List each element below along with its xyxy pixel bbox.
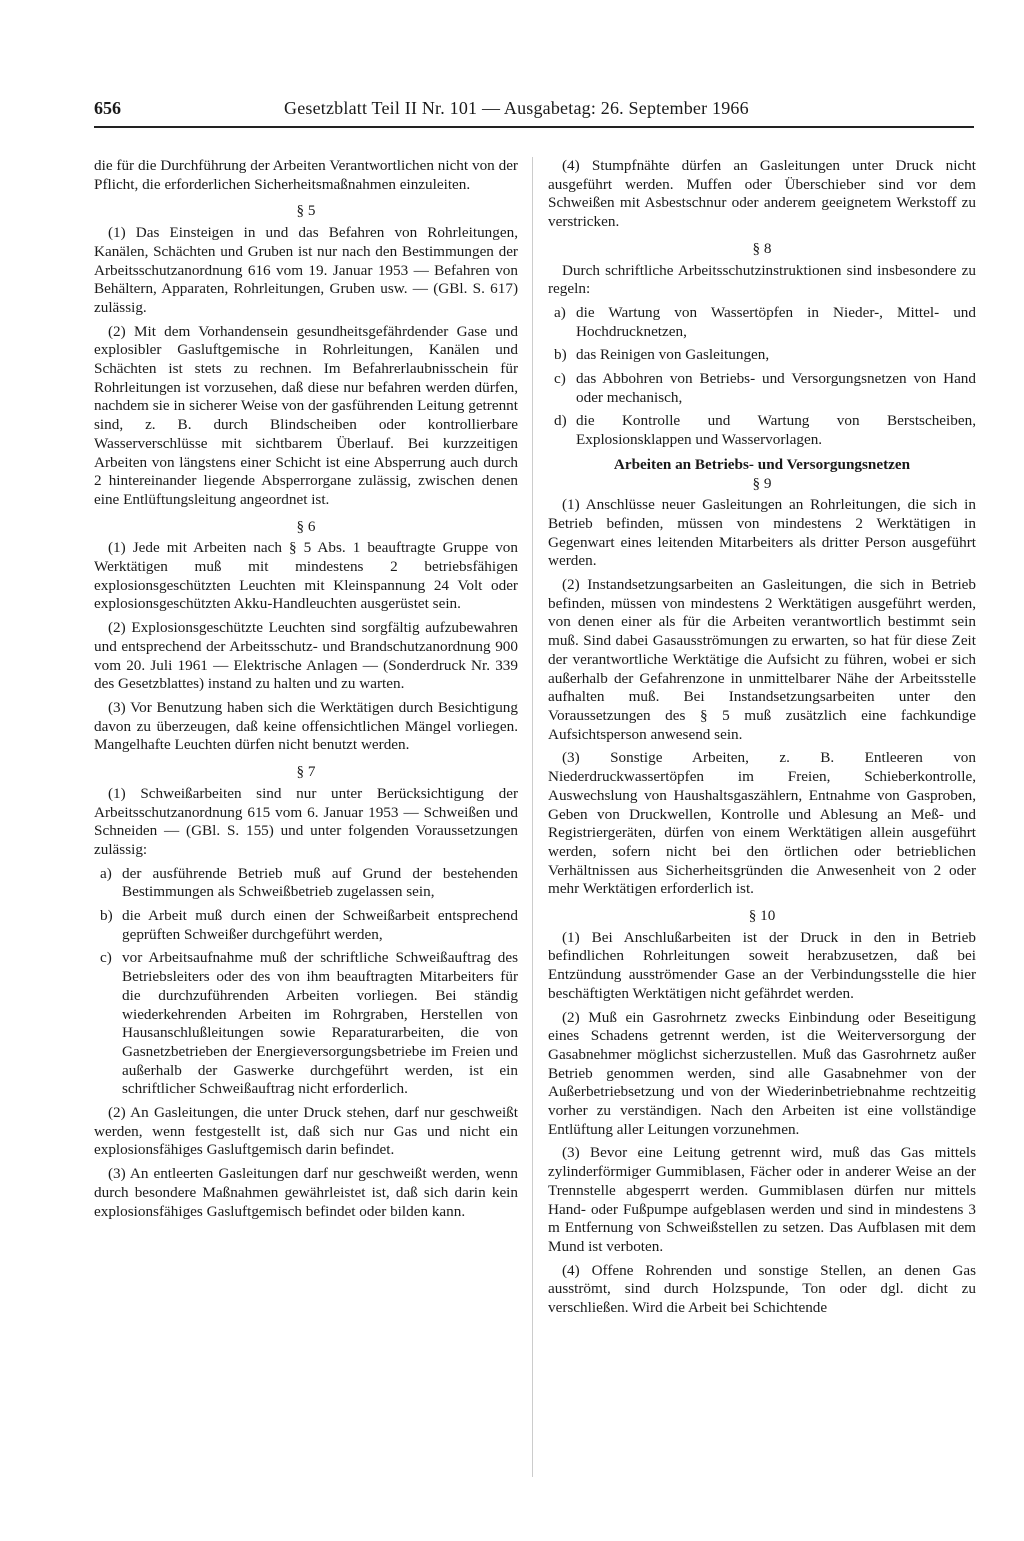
paragraph: (1) Anschlüsse neuer Gasleitungen an Rohrleitungen, die sich in Betrieb befinden, müssen von mindestens 2 Werktätigen in Gegenwart eines leitenden Mitarbeiters als dritter Person ausgeführt werden.: [548, 496, 976, 570]
list-item: [548, 370, 976, 407]
paragraph: (3) Vor Benutzung haben sich die Werktätigen durch Besichtigung davon zu überzeugen, daß keine offensichtlichen Mängel vorliegen. Mangelhafte Leuchten dürfen nicht benutzt werden.: [94, 698, 518, 754]
list-item-letter: c): [100, 949, 112, 967]
column-divider: [532, 157, 533, 1477]
paragraph: (2) Mit dem Vorhandensein gesundheitsgefährdender Gase und explosibler Gasluftgemische in Rohrleitungen, Kanälen und Schächten ist stets zu rechnen. Im Befahrerlaubnisschein für Rohrleitungen ist vorzusehen, daß diese nur befahren werden dürfen, nachdem sie in sicherer Weise von der gasführenden Leitung getrennt sind, z. B. durch Blindscheiben oder kontrollierbare Wasserverschlüsse mit sichtbarem Überlauf. Bei kurzzeitigen Arbeiten von längstens einer Schicht ist eine Absperrung auch durch 2 hintereinander liegende Absperrorgane zulässig, zwischen denen eine Entlüftungsleitung angeordnet ist.: [94, 322, 518, 508]
paragraph: (1) Schweißarbeiten sind nur unter Berücksichtigung der Arbeitsschutzanordnung 615 vom 6. Januar 1953 — Schweißen und Schneiden — (GBl. S. 155) und unter folgenden Voraussetzungen zulässig:: [94, 784, 518, 858]
paragraph: (2) An Gasleitungen, die unter Druck stehen, darf nur geschweißt werden, wenn festgestellt ist, daß sich nur Gas und nicht ein explosionsfähiges Gasluftgemisch darin befindet.: [94, 1104, 518, 1159]
paragraph: (4) Stumpfnähte dürfen an Gasleitungen unter Druck nicht ausgeführt werden. Muffen oder Überschieber sind vor dem Schweißen mit Asbestschnur oder anderem geeignetem Werkstoff zu verstricken.: [548, 157, 976, 231]
list-item-text: die Kontrolle und Wartung von Berstscheiben, Explosionsklappen und Wasservorlagen.: [576, 412, 976, 449]
list-item-text: die Arbeit muß durch einen der Schweißarbeit entsprechend geprüften Schweißer durchgeführt werden,: [122, 907, 518, 943]
list-item: [548, 346, 976, 365]
paragraph: (2) Explosionsgeschützte Leuchten sind sorgfältig aufzubewahren und entsprechend der Arbeitsschutz- und Brandschutzanordnung 900 vom 20. Juli 1961 — Elektrische Anlagen — (Sonderdruck Nr. 339 des Gesetzblattes) instand zu halten und zu warten.: [94, 619, 518, 693]
list-item: [548, 412, 976, 449]
paragraph: (3) Bevor eine Leitung getrennt wird, muß das Gas mittels zylinderförmiger Gummiblasen, Fächer oder in anderer Weise an der Trennstelle abgesperrt werden. Gummiblasen dürfen nur mittels Hand- oder Fußpumpe aufgeblasen werden und sind in mindestens 3 m Entfernung von Schweißstellen zu setzen. Das Aufblasen mit dem Mund ist verboten.: [548, 1144, 976, 1255]
page-number: 656: [94, 98, 121, 118]
paragraph: Durch schriftliche Arbeitsschutzinstruktionen sind insbesondere zu regeln:: [548, 261, 976, 298]
paragraph: (1) Das Einsteigen in und das Befahren von Rohrleitungen, Kanälen, Schächten und Gruben ist nur nach den Bestimmungen der Arbeitsschutzanordnung 616 vom 19. Januar 1953 — Befahren von Behältern, Apparaten, Rohrleitungen, Gruben usw. — (GBl. S. 617) zulässig.: [94, 224, 518, 316]
paragraph: (3) Sonstige Arbeiten, z. B. Entleeren von Niederdruckwassertöpfen im Freien, Schieberkontrolle, Auswechslung von Haushaltsgaszählern, Entnahme von Gasproben, Geben von Druckwellen, Kontrolle und Ablesung an Meß- und Registriergeräten, dürfen von einem Werktätigen allein ausgeführt werden, sofern nicht bei den örtlichen oder betrieblichen Verhältnissen aus Sicherheitsgründen die Anwesenheit von 2 oder mehr Werktätigen erforderlich ist.: [548, 749, 976, 898]
paragraph: (2) Muß ein Gasrohrnetz zwecks Einbindung oder Beseitigung eines Schadens getrennt werden, ist die Weiterversorgung der Gasabnehmer möglichst sicherzustellen. Muß das Gasrohrnetz außer Betrieb genommen werden, sind alle Gasabnehmer von der Außerbetriebsetzung und von der Wiederinbetriebnahme rechtzeitig vorher zu verständigen. Nach den Arbeiten ist eine vollständige Entlüftung aller Leitungen vorzunehmen.: [548, 1008, 976, 1138]
list-item: [94, 865, 518, 902]
list-item: [94, 949, 518, 1099]
list-item: [548, 304, 976, 341]
page-header: [94, 98, 974, 128]
list-item-letter: b): [100, 907, 113, 925]
paragraph: (1) Bei Anschlußarbeiten ist der Druck in den in Betrieb befindlichen Rohrleitungen soweit herabzusetzen, daß bei Entzündung ausströmender Gase an der Verbindungsstelle die hier beschäftigten Werktätigen nicht gefährdet werden.: [548, 928, 976, 1002]
paragraph: (2) Instandsetzungsarbeiten an Gasleitungen, die sich in Betrieb befinden, müssen von mindestens 2 Werktätigen ausgeführt werden, von denen einer als für die Arbeiten verantwortlich bestimmt sein muß. Sind dabei Gasausströmungen zu erwarten, so hat für diese Zeit der verantwortliche Werktätige die Aufsicht zu führen, wobei er sich außerhalb der Gefahrenzone in unmittelbarer Nähe der Arbeitsstelle aufhalten muß. Bei Instandsetzungsarbeiten unter den Voraussetzungen des § 5 muß zusätzlich eine fachkundige Aufsichtsperson anwesend sein.: [548, 576, 976, 743]
list-item-text: vor Arbeitsaufnahme muß der schriftliche Schweißauftrag des Betriebsleiters oder des von ihm beauftragten Mitarbeiters für die durchzuführenden Arbeiten vorliegen. Bei ständig wiederkehrenden Arbeiten im Rohrgraben, Herstellen von Hausanschlußleitungen sowie Reparaturarbeiten, die von Gasnetzbetrieben der Energieversorgungsbetriebe im Freien und außerhalb der Gaswerke durchgeführt werden, ist ein schriftlicher Schweißauftrag nicht erforderlich.: [122, 949, 518, 1098]
paragraph: (4) Offene Rohrenden und sonstige Stellen, an denen Gas ausströmt, sind durch Holzspunde, Ton oder dgl. dicht zu verschließen. Wird die Arbeit bei Schichtende: [548, 1261, 976, 1317]
paragraph: (1) Jede mit Arbeiten nach § 5 Abs. 1 beauftragte Gruppe von Werktätigen muß mit mindestens 2 betriebsfähigen explosionsgeschützten Leuchten mit Kleinspannung 24 Volt oder explosionsgeschützten Akku-Handleuchten ausgerüstet sein.: [94, 539, 518, 613]
section-heading: § 7: [296, 763, 316, 781]
list-item-text: das Abbohren von Betriebs- und Versorgungsnetzen von Hand oder mechanisch,: [576, 370, 976, 406]
list-item-letter: a): [554, 303, 566, 321]
list-item-text: die Wartung von Wassertöpfen in Nieder-, Mittel- und Hochdrucknetzen,: [576, 303, 976, 340]
list-item-letter: a): [100, 864, 112, 882]
section-heading: § 6: [296, 517, 316, 535]
section-heading: § 9: [752, 474, 772, 492]
chapter-heading: Arbeiten an Betriebs- und Versorgungsnetzen: [613, 455, 911, 473]
section-heading: § 10: [748, 907, 776, 925]
section-heading: § 8: [752, 239, 772, 257]
list-item: [94, 907, 518, 944]
right-column: [548, 157, 976, 1323]
list-item-letter: c): [554, 370, 566, 388]
list-item-text: das Reinigen von Gasleitungen,: [576, 346, 770, 364]
header-title: Gesetzblatt Teil II Nr. 101 — Ausgabetag: 26. September 1966: [284, 98, 749, 118]
list-item-letter: b): [554, 346, 567, 364]
list-item-letter: d): [554, 412, 567, 430]
left-column: [94, 157, 518, 1226]
paragraph: (3) An entleerten Gasleitungen darf nur geschweißt werden, wenn durch besondere Maßnahmen gewährleistet ist, daß sich darin kein explosionsfähiges Gasluftgemisch befindet oder bilden kann.: [94, 1165, 518, 1220]
section-heading: § 5: [296, 202, 316, 220]
list-item-text: der ausführende Betrieb muß auf Grund der bestehenden Bestimmungen als Schweißbetrieb zugelassen sein,: [122, 864, 518, 901]
paragraph: die für die Durchführung der Arbeiten Verantwortlichen nicht von der Pflicht, die erforderlichen Sicherheitsmaßnahmen einzuleiten.: [94, 157, 518, 193]
